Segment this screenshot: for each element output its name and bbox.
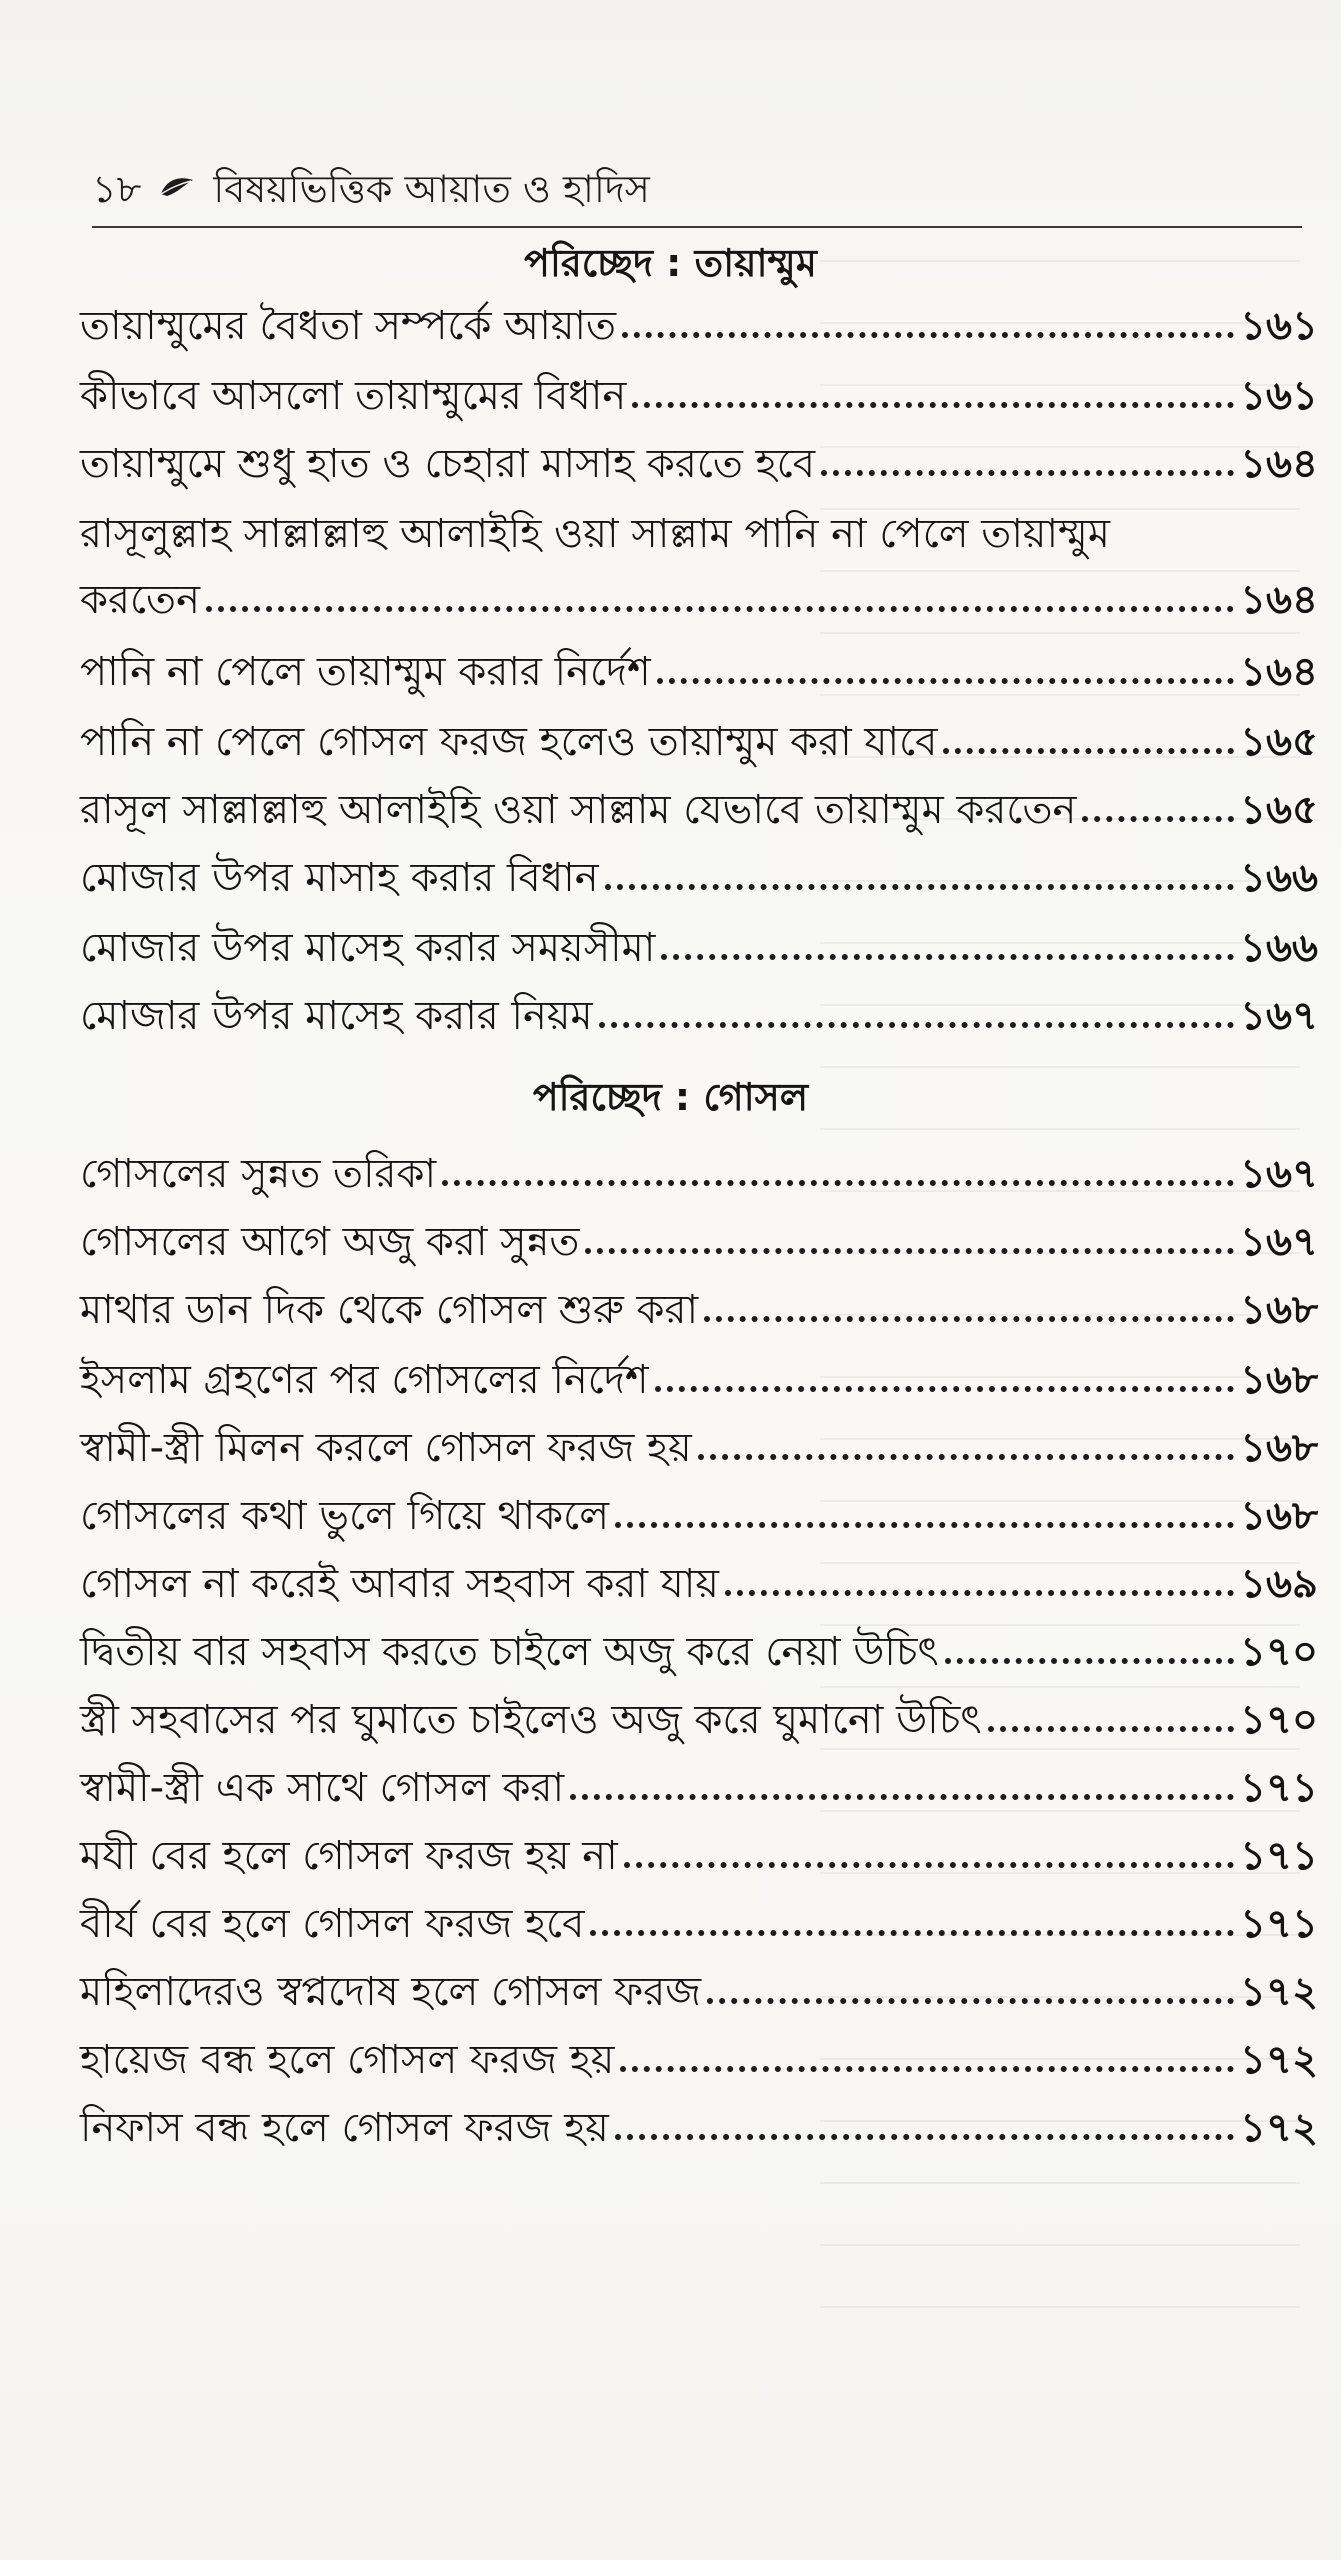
toc-entry[interactable] (80, 1833, 1318, 1879)
entry-page: ১৬৬ (1240, 855, 1318, 901)
entry-page: ১৭১ (1240, 1765, 1318, 1811)
entry-title: স্ত্রী সহবাসের পর ঘুমাতে চাইলেও অজু করে ঘুমানো উচিৎ (80, 1697, 982, 1743)
leader-dots (624, 1862, 1234, 1868)
toc-entry[interactable] (80, 649, 1318, 695)
leader-dots (585, 1248, 1234, 1254)
entry-title: গোসলের আগে অজু করা সুন্নত (80, 1219, 580, 1265)
leader-dots (570, 1794, 1234, 1800)
entry-title: মহিলাদেরও স্বপ্নদোষ হলে গোসল ফরজ (80, 1969, 702, 2015)
section-title-tayammum: পরিচ্ছেদ : তায়াম্মুম (524, 241, 817, 285)
toc-entry[interactable] (80, 855, 1318, 901)
toc-entry[interactable] (80, 1697, 1318, 1743)
leaf-ornament-icon (157, 172, 197, 202)
entry-page: ১৬৮ (1240, 1493, 1318, 1539)
toc-entry[interactable] (80, 373, 1318, 419)
leader-dots (442, 1180, 1234, 1186)
leader-dots (615, 1522, 1234, 1528)
entry-page: ১৬৮ (1240, 1357, 1318, 1403)
entry-page: ১৬৭ (1240, 1219, 1318, 1265)
leader-dots (661, 954, 1234, 960)
leader-dots (707, 1998, 1234, 2004)
leader-dots (655, 1386, 1235, 1392)
toc-entry[interactable] (80, 1357, 1318, 1403)
entry-page: ১৭২ (1240, 1969, 1318, 2015)
section-title-gosol: পরিচ্ছেদ : গোসল (532, 1075, 809, 1119)
leader-dots (988, 1726, 1234, 1732)
leader-dots (945, 1658, 1234, 1664)
leader-dots (599, 1022, 1234, 1028)
entry-title: মোজার উপর মাসেহ করার নিয়ম (80, 993, 593, 1039)
toc-entry[interactable] (80, 1425, 1318, 1471)
toc-entry[interactable] (80, 1629, 1318, 1675)
header-divider (92, 226, 1302, 228)
leader-dots (698, 1454, 1234, 1460)
running-header (92, 160, 650, 216)
toc-entry[interactable] (80, 303, 1318, 349)
leader-dots (657, 678, 1234, 684)
entry-title: ইসলাম গ্রহণের পর গোসলের নির্দেশ (80, 1357, 649, 1403)
entry-title: দ্বিতীয় বার সহবাস করতে চাইলে অজু করে নেয়া উচিৎ (80, 1629, 939, 1675)
entry-title: গোসলের কথা ভুলে গিয়ে থাকলে (80, 1493, 610, 1539)
entry-page: ১৬৪ (1240, 649, 1318, 695)
entry-page: ১৭১ (1240, 1833, 1318, 1879)
toc-entry[interactable] (80, 1765, 1318, 1811)
toc-entry[interactable] (80, 2037, 1318, 2083)
toc-entry[interactable] (80, 1969, 1318, 2015)
entry-title: মাথার ডান দিক থেকে গোসল শুরু করা (80, 1287, 699, 1333)
leader-dots (620, 2066, 1234, 2072)
entry-title: পানি না পেলে গোসল ফরজ হলেও তায়াম্মুম করা যাবে (80, 719, 938, 765)
toc-entry-multiline[interactable] (80, 511, 1318, 623)
entry-page: ১৬৮ (1240, 1425, 1318, 1471)
entry-title: গোসলের সুন্নত তরিকা (80, 1151, 437, 1197)
entry-title: স্বামী-স্ত্রী মিলন করলে গোসল ফরজ হয় (80, 1425, 692, 1471)
leader-dots (615, 2134, 1234, 2140)
entry-page: ১৬৪ (1240, 577, 1318, 623)
entry-title: মোজার উপর মাসাহ করার বিধান (80, 855, 599, 901)
toc-entry[interactable] (80, 1901, 1318, 1947)
leader-dots (206, 606, 1234, 612)
book-title: বিষয়ভিত্তিক আয়াত ও হাদিস (213, 167, 650, 211)
leader-dots (632, 402, 1234, 408)
entry-page: ১৭০ (1240, 1629, 1318, 1675)
leader-dots (1082, 816, 1234, 822)
entry-title: হায়েজ বন্ধ হলে গোসল ফরজ হয় (80, 2037, 615, 2083)
entry-page: ১৭২ (1240, 2037, 1318, 2083)
entry-title: গোসল না করেই আবার সহবাস করা যায় (80, 1561, 719, 1607)
toc-entry[interactable] (80, 1287, 1318, 1333)
entry-page: ১৬৯ (1240, 1561, 1318, 1607)
entry-page: ১৬৭ (1240, 993, 1318, 1039)
entry-page: ১৬৭ (1240, 1151, 1318, 1197)
entry-title: বীর্য বের হলে গোসল ফরজ হবে (80, 1901, 585, 1947)
toc-entry[interactable] (80, 1561, 1318, 1607)
entry-page: ১৬৮ (1240, 1287, 1318, 1333)
leader-dots (605, 884, 1234, 890)
entry-title: তায়াম্মুমে শুধু হাত ও চেহারা মাসাহ করতে হবে (80, 441, 815, 487)
leader-dots (821, 470, 1234, 476)
toc-entry[interactable] (80, 441, 1318, 487)
entry-title: স্বামী-স্ত্রী এক সাথে গোসল করা (80, 1765, 565, 1811)
page-number: ১৮ (92, 167, 142, 211)
entry-title-line1: রাসূলুল্লাহ সাল্লাল্লাহু আলাইহি ওয়া সাল্লাম পানি না পেলে তায়াম্মুম (80, 511, 1110, 557)
toc-entry[interactable] (80, 2105, 1318, 2151)
leader-dots (590, 1930, 1234, 1936)
entry-title: নিফাস বন্ধ হলে গোসল ফরজ হয় (80, 2105, 609, 2151)
entry-page: ১৬৫ (1240, 787, 1318, 833)
entry-page: ১৭২ (1240, 2105, 1318, 2151)
leader-dots (725, 1590, 1234, 1596)
entry-page: ১৬১ (1240, 303, 1318, 349)
entry-page: ১৬৫ (1240, 719, 1318, 765)
entry-page: ১৭০ (1240, 1697, 1318, 1743)
toc-entry[interactable] (80, 1493, 1318, 1539)
entry-page: ১৭১ (1240, 1901, 1318, 1947)
entry-title: তায়াম্মুমের বৈধতা সম্পর্কে আয়াত (80, 303, 617, 349)
entry-title: করতেন (80, 577, 200, 623)
leader-dots (943, 748, 1234, 754)
entry-title: কীভাবে আসলো তায়াম্মুমের বিধান (80, 373, 627, 419)
toc-entry[interactable] (80, 925, 1318, 971)
toc-entry[interactable] (80, 719, 1318, 765)
entry-page: ১৬৪ (1240, 441, 1318, 487)
toc-entry[interactable] (80, 787, 1318, 833)
toc-entry[interactable] (80, 1219, 1318, 1265)
entry-title: পানি না পেলে তায়াম্মুম করার নির্দেশ (80, 649, 651, 695)
leader-dots (622, 332, 1234, 338)
toc-entry[interactable] (80, 1151, 1318, 1197)
toc-entry[interactable] (80, 993, 1318, 1039)
entry-title: মোজার উপর মাসেহ করার সময়সীমা (80, 925, 656, 971)
entry-page: ১৬৬ (1240, 925, 1318, 971)
entry-title: রাসূল সাল্লাল্লাহু আলাইহি ওয়া সাল্লাম যেভাবে তায়াম্মুম করতেন (80, 787, 1077, 833)
leader-dots (704, 1316, 1234, 1322)
entry-page: ১৬১ (1240, 373, 1318, 419)
entry-title: মযী বের হলে গোসল ফরজ হয় না (80, 1833, 618, 1879)
